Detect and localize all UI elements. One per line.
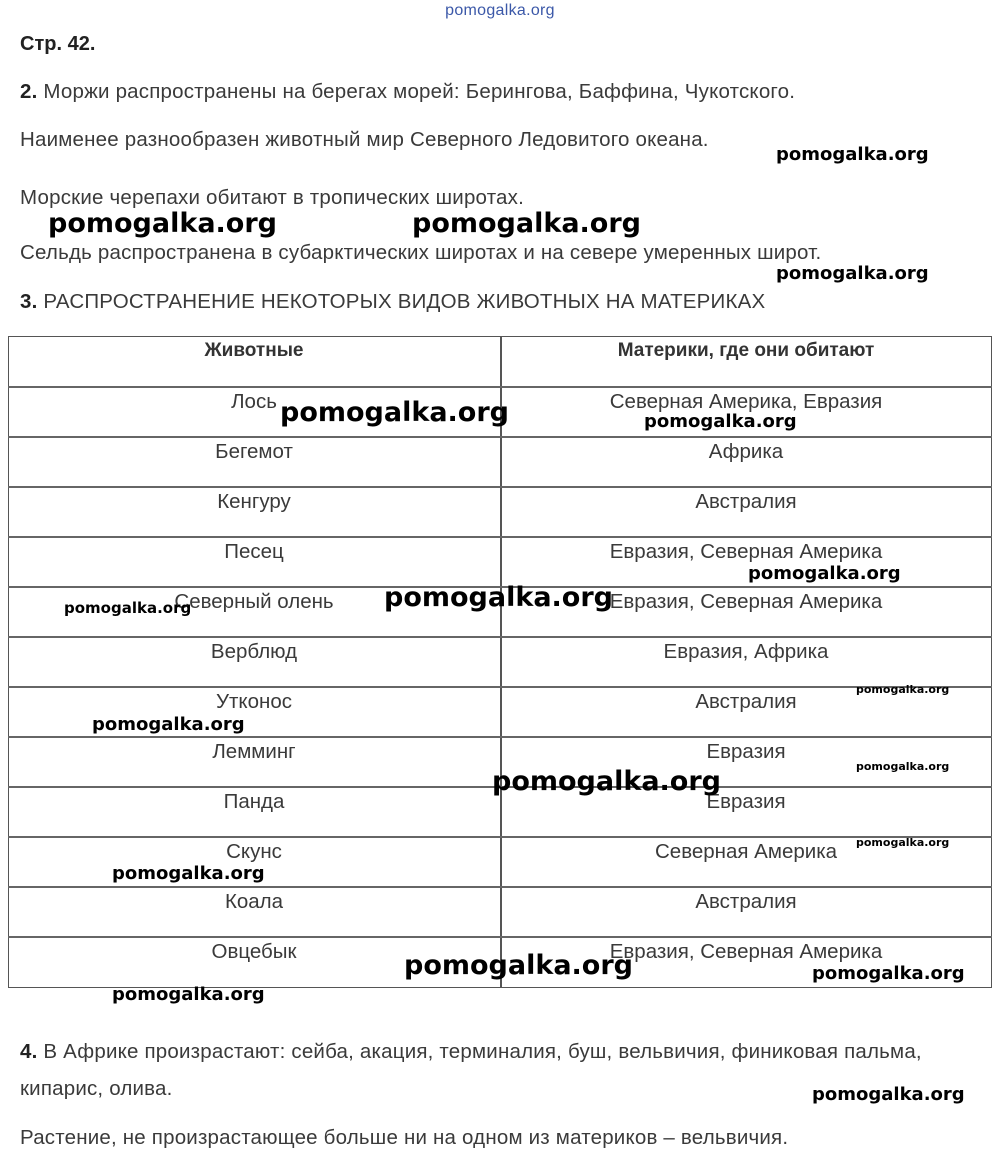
watermark: pomogalka.org (112, 984, 265, 1005)
table-row-divider (8, 436, 992, 438)
watermark: pomogalka.org (112, 863, 265, 884)
watermark: pomogalka.org (776, 144, 929, 165)
watermark: pomogalka.org (856, 836, 950, 849)
watermark: pomogalka.org (856, 760, 950, 773)
task2-number: 2. (20, 80, 38, 103)
table-row-divider (8, 686, 992, 688)
page-header: Стр. 42. (20, 33, 96, 55)
watermark: pomogalka.org (404, 950, 633, 981)
table-cell-animal: Утконос (216, 690, 292, 713)
watermark: pomogalka.org (384, 582, 613, 613)
table-cell-continents: Австралия (695, 490, 797, 513)
table-row-divider (8, 836, 992, 838)
table-cell-animal: Песец (224, 540, 284, 563)
task2-line2: Наименее разнообразен животный мир Северного Ледовитого океана. (20, 128, 709, 151)
task4-number: 4. (20, 1040, 38, 1063)
table-cell-animal: Овцебык (211, 940, 297, 963)
table-cell-animal: Лемминг (212, 740, 296, 763)
table-row-divider (8, 386, 992, 388)
table-cell-animal: Коала (224, 890, 284, 913)
table-cell-animal: Северный олень (174, 590, 334, 613)
table-cell-continents: Евразия, Африка (663, 640, 829, 663)
table-cell-continents: Австралия (695, 890, 797, 913)
top-watermark: pomogalka.org (445, 2, 555, 19)
task4-line1 (20, 1040, 922, 1064)
watermark: pomogalka.org (644, 411, 797, 432)
table-row-divider (8, 636, 992, 638)
watermark: pomogalka.org (412, 208, 641, 239)
watermark: pomogalka.org (748, 563, 901, 584)
table-cell-animal: Панда (223, 790, 285, 813)
watermark: pomogalka.org (92, 714, 245, 735)
watermark: pomogalka.org (492, 766, 721, 797)
table-cell-continents: Евразия (706, 740, 786, 763)
task2-line3: Морские черепахи обитают в тропических широтах. (20, 186, 525, 209)
table-cell-continents: Евразия, Северная Америка (609, 540, 883, 563)
table-cell-animal: Скунс (226, 840, 282, 863)
table-cell-animal: Верблюд (210, 640, 298, 663)
watermark: pomogalka.org (64, 599, 192, 617)
table-cell-animal: Бегемот (215, 440, 293, 463)
task3-title (20, 290, 765, 314)
table-header-animals: Животные (204, 340, 304, 361)
task4-line3: Растение, не произрастающее больше ни на одном из материков – вельвичия. (20, 1126, 789, 1149)
watermark: pomogalka.org (812, 1084, 965, 1105)
table-row-divider (8, 536, 992, 538)
task3-number: 3. (20, 290, 38, 313)
task2-line4: Сельдь распространена в субарктических широтах и на севере умеренных широт. (20, 241, 822, 264)
watermark: pomogalka.org (812, 963, 965, 984)
table-row-divider (8, 886, 992, 888)
task4-line2: кипарис, олива. (20, 1077, 173, 1100)
task3-title-text: РАСПРОСТРАНЕНИЕ НЕКОТОРЫХ ВИДОВ ЖИВОТНЫХ НА МАТЕРИКАХ (43, 290, 766, 313)
table-cell-animal: Лось (231, 390, 277, 413)
table-cell-continents: Северная Америка, Евразия (609, 390, 883, 413)
table-cell-continents: Австралия (695, 690, 797, 713)
task2-line1-text: Моржи распространены на берегах морей: Берингова, Баффина, Чукотского. (43, 80, 796, 103)
task2-line1 (20, 80, 795, 104)
task4-line1-text: В Африке произрастают: сейба, акация, терминалия, буш, вельвичия, финиковая пальма, (43, 1040, 922, 1063)
table-row-divider (8, 936, 992, 938)
table-row-divider (8, 736, 992, 738)
table-cell-continents: Евразия (706, 790, 786, 813)
table-cell-continents: Евразия, Северная Америка (609, 940, 883, 963)
table-header-continents: Материки, где они обитают (617, 340, 875, 361)
table-cell-continents: Африка (708, 440, 784, 463)
table-row-divider (8, 486, 992, 488)
watermark: pomogalka.org (776, 263, 929, 284)
table-cell-continents: Северная Америка (654, 840, 838, 863)
watermark: pomogalka.org (856, 683, 950, 696)
watermark: pomogalka.org (280, 397, 509, 428)
table-cell-animal: Кенгуру (217, 490, 291, 513)
watermark: pomogalka.org (48, 208, 277, 239)
table-cell-continents: Евразия, Северная Америка (609, 590, 883, 613)
